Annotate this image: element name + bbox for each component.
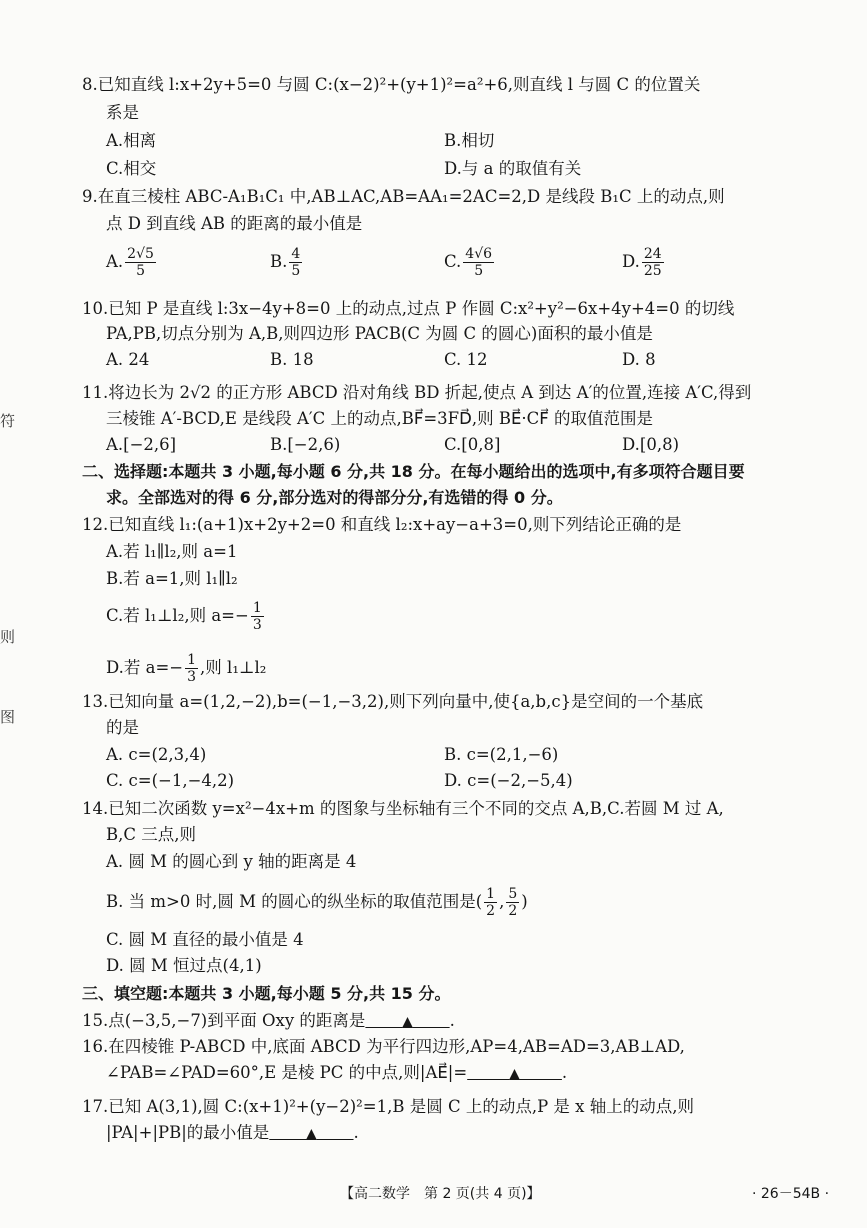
margin-fragment-3: 图 (0, 708, 16, 726)
section-2-heading-cont: 求。全部选对的得 6 分,部分选对的得部分分,有选错的得 0 分。 (106, 488, 563, 507)
q10-line1: 10.已知 P 是直线 l:3x−4y+8=0 上的动点,过点 P 作圆 C:x²+y²−6x+4y+4=0 的切线 (82, 299, 735, 318)
q8-option-b: B.相切 (444, 131, 495, 150)
q15-triangle-icon: ▲ (402, 1014, 413, 1030)
q14-option-b: B. 当 m>0 时,圆 M 的圆心的纵坐标的取值范围是( $\frac{1}{2}$ , $\frac{5}{2}$ ) (106, 886, 528, 919)
q12-option-c: C.若 l₁⊥l₂,则 a=− $\frac{1}{3}$ (106, 600, 262, 633)
q12-option-d: D.若 a=− $\frac{1}{3}$ ,则 l₁⊥l₂ (106, 652, 267, 685)
q13-line2: 的是 (106, 718, 139, 737)
q8-option-c: C.相交 (106, 159, 157, 178)
q10-option-d: D. 8 (622, 350, 656, 369)
q10-option-a: A. 24 (106, 350, 150, 369)
q13-option-b: B. c=(2,1,−6) (444, 745, 559, 764)
q15-line: 15.点(−3,5,−7)到平面 Oxy 的距离是 ▲ . (82, 1010, 455, 1033)
q11-option-a: A.[−2,6] (106, 435, 177, 454)
q13-option-c: C. c=(−1,−4,2) (106, 771, 235, 790)
q9-d-fraction: $\frac{24}{25}$ (643, 246, 662, 279)
q17-line2: |PA|+|PB|的最小值是 ▲ . (106, 1122, 359, 1145)
q14-b-fraction-2: $\frac{5}{2}$ (508, 886, 518, 919)
section-2-heading: 二、选择题:本题共 3 小题,每小题 6 分,共 18 分。在每小题给出的选项中,有多项符合题目要 (82, 462, 745, 481)
footer-page-info: 【高二数学 第 2 页(共 4 页)】 (340, 1186, 541, 1202)
q17-triangle-icon: ▲ (306, 1126, 317, 1142)
q12-option-a: A.若 l₁∥l₂,则 a=1 (106, 542, 238, 561)
q15-answer-blank (365, 1010, 449, 1033)
q16-triangle-icon: ▲ (509, 1066, 520, 1082)
q14-option-c: C. 圆 M 直径的最小值是 4 (106, 930, 304, 949)
q11-line1: 11.将边长为 2√2 的正方形 ABCD 沿对角线 BD 折起,使点 A 到达 A′的位置,连接 A′C,得到 (82, 383, 752, 402)
q12-d-fraction: $\frac{1}{3}$ (187, 652, 197, 685)
q8-option-a: A.相离 (106, 131, 157, 150)
q9-line2: 点 D 到直线 AB 的距离的最小值是 (106, 214, 363, 233)
q13-option-d: D. c=(−2,−5,4) (444, 771, 573, 790)
q16-answer-blank (467, 1062, 562, 1085)
q14-option-a: A. 圆 M 的圆心到 y 轴的距离是 4 (106, 852, 357, 871)
q16-line1: 16.在四棱锥 P-ABCD 中,底面 ABCD 为平行四边形,AP=4,AB=AD=3,AB⊥AD, (82, 1037, 685, 1056)
q9-line1: 9.在直三棱柱 ABC-A₁B₁C₁ 中,AB⊥AC,AB=AA₁=2AC=2,D 是线段 B₁C 上的动点,则 (82, 187, 725, 206)
q9-option-a: A. $\frac{2√5}{5}$ (106, 246, 154, 279)
q10-option-c: C. 12 (444, 350, 488, 369)
q11-option-d: D.[0,8) (622, 435, 680, 454)
q8-line1: 8.已知直线 l:x+2y+5=0 与圆 C:(x−2)²+(y+1)²=a²+6,则直线 l 与圆 C 的位置关 (82, 75, 701, 94)
q9-b-fraction: $\frac{4}{5}$ (291, 246, 301, 279)
q17-answer-blank (269, 1122, 353, 1145)
margin-fragment-1: 符 (0, 412, 16, 430)
q13-line1: 13.已知向量 a=(1,2,−2),b=(−1,−3,2),则下列向量中,使{a,b,c}是空间的一个基底 (82, 692, 704, 711)
q9-c-fraction: $\frac{4√6}{5}$ (465, 246, 493, 279)
q12-line1: 12.已知直线 l₁:(a+1)x+2y+2=0 和直线 l₂:x+ay−a+3=0,则下列结论正确的是 (82, 515, 682, 534)
margin-fragment-2: 则 (0, 628, 16, 646)
q9-option-d: D. $\frac{24}{25}$ (622, 246, 662, 279)
q13-option-a: A. c=(2,3,4) (106, 745, 207, 764)
q10-option-b: B. 18 (270, 350, 314, 369)
q8-option-d: D.与 a 的取值有关 (444, 159, 582, 178)
q9-option-b: B. $\frac{4}{5}$ (270, 246, 301, 279)
section-3-heading: 三、填空题:本题共 3 小题,每小题 5 分,共 15 分。 (82, 984, 451, 1003)
footer-code: · 26－54B · (752, 1186, 830, 1202)
q14-b-fraction-1: $\frac{1}{2}$ (486, 886, 496, 919)
q16-line2: ∠PAB=∠PAD=60°,E 是棱 PC 的中点,则|AE⃗|= ▲ . (106, 1062, 567, 1085)
q11-line2: 三棱锥 A′-BCD,E 是线段 A′C 上的动点,BF⃗=3FD⃗,则 BE⃗·CF⃗ 的取值范围是 (106, 409, 653, 428)
q9-option-c: C. $\frac{4√6}{5}$ (444, 246, 493, 279)
q11-option-b: B.[−2,6) (270, 435, 341, 454)
q14-line2: B,C 三点,则 (106, 825, 196, 844)
q14-line1: 14.已知二次函数 y=x²−4x+m 的图象与坐标轴有三个不同的交点 A,B,C.若圆 M 过 A, (82, 799, 724, 818)
q12-c-fraction: $\frac{1}{3}$ (252, 600, 262, 633)
q12-option-b: B.若 a=1,则 l₁∥l₂ (106, 569, 238, 588)
q9-a-fraction: $\frac{2√5}{5}$ (127, 246, 154, 279)
q17-line1: 17.已知 A(3,1),圆 C:(x+1)²+(y−2)²=1,B 是圆 C 上的动点,P 是 x 轴上的动点,则 (82, 1097, 694, 1116)
q11-option-c: C.[0,8] (444, 435, 501, 454)
q14-option-d: D. 圆 M 恒过点(4,1) (106, 956, 262, 975)
q8-line2: 系是 (106, 103, 139, 122)
q10-line2: PA,PB,切点分别为 A,B,则四边形 PACB(C 为圆 C 的圆心)面积的最小值是 (106, 324, 653, 343)
